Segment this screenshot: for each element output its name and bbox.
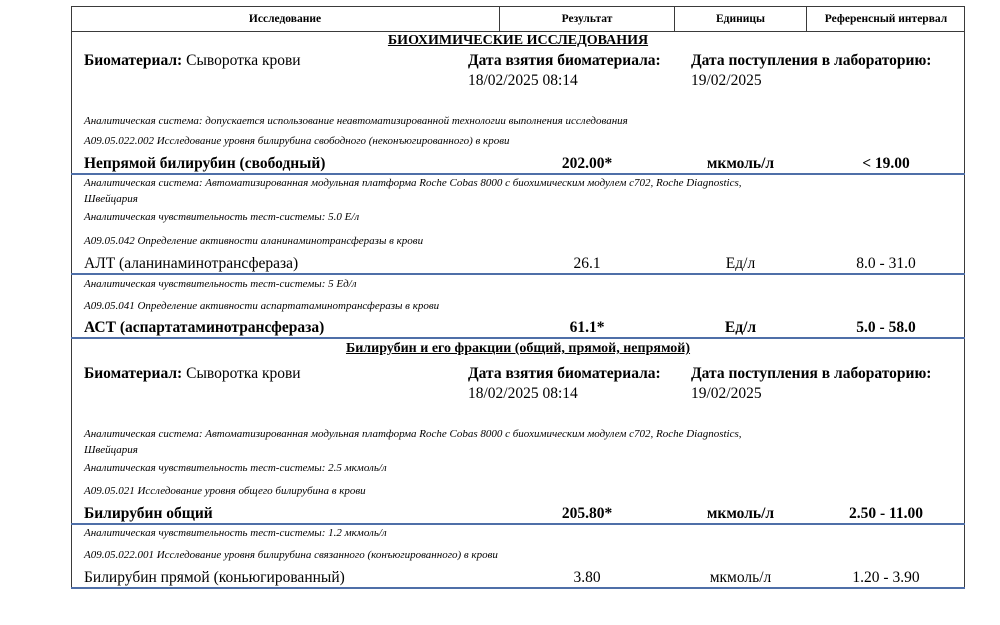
col-header-ref: Референсный интервал — [824, 12, 948, 25]
results-table — [71, 6, 965, 588]
test-units: Ед/л — [724, 319, 757, 336]
analytic-note: A09.05.022.002 Исследование уровня билирубина свободного (неконъюгированного) в крови — [84, 135, 510, 147]
taken-date-label: Дата взятия биоматериала: — [468, 52, 661, 69]
test-ref: 2.50 - 11.00 — [848, 505, 924, 522]
analytic-note: Аналитическая система: Автоматизированная модульная платформа Roche Cobas 8000 с биохимическим модулем c702, Roche Diagnostics, — [84, 177, 742, 189]
analytic-note: A09.05.021 Исследование уровня общего билирубина в крови — [84, 485, 366, 497]
analytic-note: Швейцария — [84, 444, 138, 456]
col-header-test: Исследование — [248, 12, 322, 25]
test-result: 205.80* — [561, 505, 613, 522]
test-result: 61.1* — [569, 319, 605, 336]
received-date-value: 19/02/2025 — [691, 72, 762, 89]
test-units: Ед/л — [725, 255, 756, 272]
analytic-note: A09.05.041 Определение активности аспартатаминотрансферазы в крови — [84, 300, 440, 312]
analytic-note: Аналитическая система: допускается использование неавтоматизированной технологии выполнения исследования — [84, 115, 628, 127]
test-name: АЛТ (аланинаминотрансфераза) — [84, 255, 299, 272]
test-name: АСТ (аспартатаминотрансфераза) — [84, 319, 325, 336]
test-name: Билирубин прямой (коньюгированный) — [84, 569, 345, 586]
test-result: 26.1 — [573, 255, 601, 272]
row-divider — [71, 523, 965, 525]
biomaterial — [84, 365, 301, 383]
received-date-label: Дата поступления в лабораторию: — [691, 52, 932, 69]
analytic-note: A09.05.022.001 Исследование уровня билирубина связанного (конъюгированного) в крови — [84, 549, 498, 561]
biomaterial-label: Биоматериал: — [84, 52, 183, 69]
taken-date-value: 18/02/2025 08:14 — [468, 385, 578, 402]
header-divider — [71, 31, 965, 32]
received-date-value: 19/02/2025 — [691, 385, 762, 402]
biomaterial — [84, 52, 301, 70]
taken-date-value: 18/02/2025 08:14 — [468, 72, 578, 89]
test-name: Непрямой билирубин (свободный) — [84, 155, 326, 172]
analytic-note: Швейцария — [84, 193, 138, 205]
test-result: 3.80 — [573, 569, 601, 586]
analytic-note: Аналитическая чувствительность тест-системы: 2.5 мкмоль/л — [84, 462, 387, 474]
section-title-biochem: БИОХИМИЧЕСКИЕ ИССЛЕДОВАНИЯ — [387, 33, 649, 48]
analytic-note: Аналитическая система: Автоматизированная модульная платформа Roche Cobas 8000 с биохимическим модулем c702, Roche Diagnostics, — [84, 428, 742, 440]
col-header-units: Единицы — [716, 12, 765, 25]
row-divider — [71, 337, 965, 339]
analytic-note: Аналитическая чувствительность тест-системы: 1.2 мкмоль/л — [84, 527, 387, 539]
test-ref: < 19.00 — [862, 155, 910, 172]
row-divider — [71, 273, 965, 275]
analytic-note: A09.05.042 Определение активности аланинаминотрансферазы в крови — [84, 235, 424, 247]
test-units: мкмоль/л — [706, 505, 775, 522]
col-header-result: Результат — [561, 12, 613, 25]
test-name: Билирубин общий — [84, 505, 213, 522]
biomaterial-value: Сыворотка крови — [186, 52, 301, 69]
test-units: мкмоль/л — [706, 155, 775, 172]
row-divider — [71, 173, 965, 175]
test-ref: 5.0 - 58.0 — [856, 319, 916, 336]
section-title-bilirubin: Билирубин и его фракции (общий, прямой, непрямой) — [345, 341, 691, 356]
analytic-note: Аналитическая чувствительность тест-системы: 5.0 Е/л — [84, 211, 360, 223]
row-divider — [71, 587, 965, 589]
test-ref: 1.20 - 3.90 — [852, 569, 920, 586]
received-date-label: Дата поступления в лабораторию: — [691, 365, 932, 382]
analytic-note: Аналитическая чувствительность тест-системы: 5 Ед/л — [84, 278, 357, 290]
test-result: 202.00* — [561, 155, 613, 172]
test-units: мкмоль/л — [709, 569, 772, 586]
test-ref: 8.0 - 31.0 — [856, 255, 916, 272]
biomaterial-value: Сыворотка крови — [186, 365, 301, 382]
taken-date-label: Дата взятия биоматериала: — [468, 365, 661, 382]
biomaterial-label: Биоматериал: — [84, 365, 183, 382]
